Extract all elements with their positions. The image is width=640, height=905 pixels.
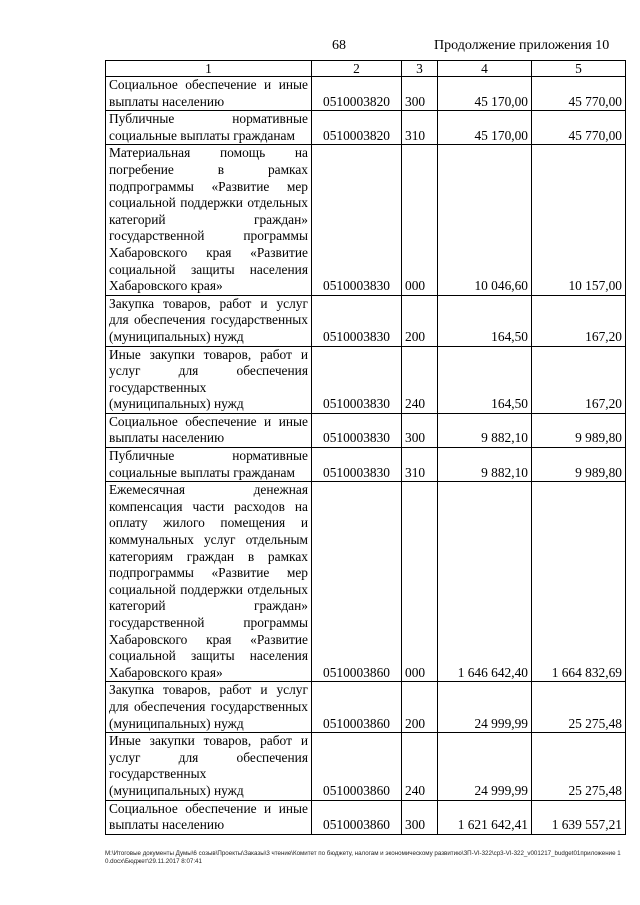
budget-table xyxy=(105,60,626,835)
expense-type-cell: 310 xyxy=(402,111,438,145)
table-row xyxy=(106,733,626,800)
expense-type-cell: 240 xyxy=(402,346,438,413)
table-row xyxy=(106,800,626,834)
expense-name-cell: Социальное обеспечение и иные выплаты населению xyxy=(106,413,312,447)
expense-name-cell: Закупка товаров, работ и услуг для обеспечения государственных (муниципальных) нужд xyxy=(106,295,312,346)
amount-2019-cell: 1 664 832,69 xyxy=(532,482,626,682)
expense-type-cell: 200 xyxy=(402,295,438,346)
table-body xyxy=(106,77,626,835)
amount-2018-cell: 1 621 642,41 xyxy=(438,800,532,834)
amount-2018-cell: 24 999,99 xyxy=(438,682,532,733)
column-number: 2 xyxy=(312,61,402,77)
target-code-cell: 0510003830 xyxy=(312,145,402,295)
amount-2018-cell: 24 999,99 xyxy=(438,733,532,800)
target-code-cell: 0510003830 xyxy=(312,295,402,346)
target-code-cell: 0510003860 xyxy=(312,800,402,834)
table-row xyxy=(106,77,626,111)
amount-2018-cell: 164,50 xyxy=(438,295,532,346)
amount-2018-cell: 1 646 642,40 xyxy=(438,482,532,682)
target-code-cell: 0510003830 xyxy=(312,448,402,482)
column-number-row xyxy=(106,61,626,77)
amount-2019-cell: 9 989,80 xyxy=(532,413,626,447)
amount-2019-cell: 167,20 xyxy=(532,346,626,413)
expense-type-cell: 000 xyxy=(402,145,438,295)
target-code-cell: 0510003820 xyxy=(312,77,402,111)
column-number: 1 xyxy=(106,61,312,77)
amount-2018-cell: 9 882,10 xyxy=(438,448,532,482)
target-code-cell: 0510003820 xyxy=(312,111,402,145)
expense-type-cell: 310 xyxy=(402,448,438,482)
expense-type-cell: 240 xyxy=(402,733,438,800)
amount-2018-cell: 10 046,60 xyxy=(438,145,532,295)
target-code-cell: 0510003830 xyxy=(312,346,402,413)
expense-type-cell: 300 xyxy=(402,413,438,447)
target-code-cell: 0510003860 xyxy=(312,682,402,733)
amount-2019-cell: 25 275,48 xyxy=(532,682,626,733)
table-row xyxy=(106,145,626,295)
amount-2018-cell: 9 882,10 xyxy=(438,413,532,447)
table-row xyxy=(106,346,626,413)
expense-name-cell: Материальная помощь на погребение в рамках подпрограммы «Развитие мер социальной поддержки отдельных категорий граждан» государственной программы Хабаровского края «Развитие социальной защиты населения Хабаровского края» xyxy=(106,145,312,295)
expense-type-cell: 200 xyxy=(402,682,438,733)
table-row xyxy=(106,413,626,447)
expense-name-cell: Закупка товаров, работ и услуг для обеспечения государственных (муниципальных) нужд xyxy=(106,682,312,733)
column-number: 3 xyxy=(402,61,438,77)
amount-2018-cell: 45 170,00 xyxy=(438,111,532,145)
amount-2019-cell: 45 770,00 xyxy=(532,111,626,145)
amount-2018-cell: 164,50 xyxy=(438,346,532,413)
expense-name-cell: Публичные нормативные социальные выплаты гражданам xyxy=(106,111,312,145)
expense-name-cell: Ежемесячная денежная компенсация части расходов на оплату жилого помещения и коммунальных услуг отдельным категориям граждан в рамках подпрограммы «Развитие мер социальной поддержки отдельных категорий граждан» государственной программы Хабаровского края «Развитие социальной защиты населения Хабаровского края» xyxy=(106,482,312,682)
expense-type-cell: 300 xyxy=(402,800,438,834)
page-number: 68 xyxy=(332,38,346,53)
amount-2019-cell: 10 157,00 xyxy=(532,145,626,295)
table-header xyxy=(106,61,626,77)
expense-type-cell: 000 xyxy=(402,482,438,682)
expense-name-cell: Социальное обеспечение и иные выплаты населению xyxy=(106,77,312,111)
table-row xyxy=(106,482,626,682)
amount-2019-cell: 45 770,00 xyxy=(532,77,626,111)
table-row xyxy=(106,111,626,145)
amount-2019-cell: 167,20 xyxy=(532,295,626,346)
file-path-footer: М:\Итоговые документы Думы\6 созыв\Проекты\Заказы\3 чтение\Комитет по бюджету, налогам и экономическому развитию\ЗП-VI-322\ср3-VI-322_v001217_budget01приложение 10.docx\Бюджет\29.11.2017 8:07:41 xyxy=(105,850,621,865)
table-row xyxy=(106,448,626,482)
column-number: 5 xyxy=(532,61,626,77)
expense-type-cell: 300 xyxy=(402,77,438,111)
expense-name-cell: Иные закупки товаров, работ и услуг для обеспечения государственных (муниципальных) нужд xyxy=(106,733,312,800)
continuation-label: Продолжение приложения 10 xyxy=(434,38,610,53)
expense-name-cell: Социальное обеспечение и иные выплаты населению xyxy=(106,800,312,834)
expense-name-cell: Иные закупки товаров, работ и услуг для обеспечения государственных (муниципальных) нужд xyxy=(106,346,312,413)
amount-2019-cell: 25 275,48 xyxy=(532,733,626,800)
target-code-cell: 0510003860 xyxy=(312,482,402,682)
table-row xyxy=(106,682,626,733)
amount-2018-cell: 45 170,00 xyxy=(438,77,532,111)
target-code-cell: 0510003830 xyxy=(312,413,402,447)
table-row xyxy=(106,295,626,346)
column-number: 4 xyxy=(438,61,532,77)
expense-name-cell: Публичные нормативные социальные выплаты гражданам xyxy=(106,448,312,482)
target-code-cell: 0510003860 xyxy=(312,733,402,800)
amount-2019-cell: 9 989,80 xyxy=(532,448,626,482)
amount-2019-cell: 1 639 557,21 xyxy=(532,800,626,834)
